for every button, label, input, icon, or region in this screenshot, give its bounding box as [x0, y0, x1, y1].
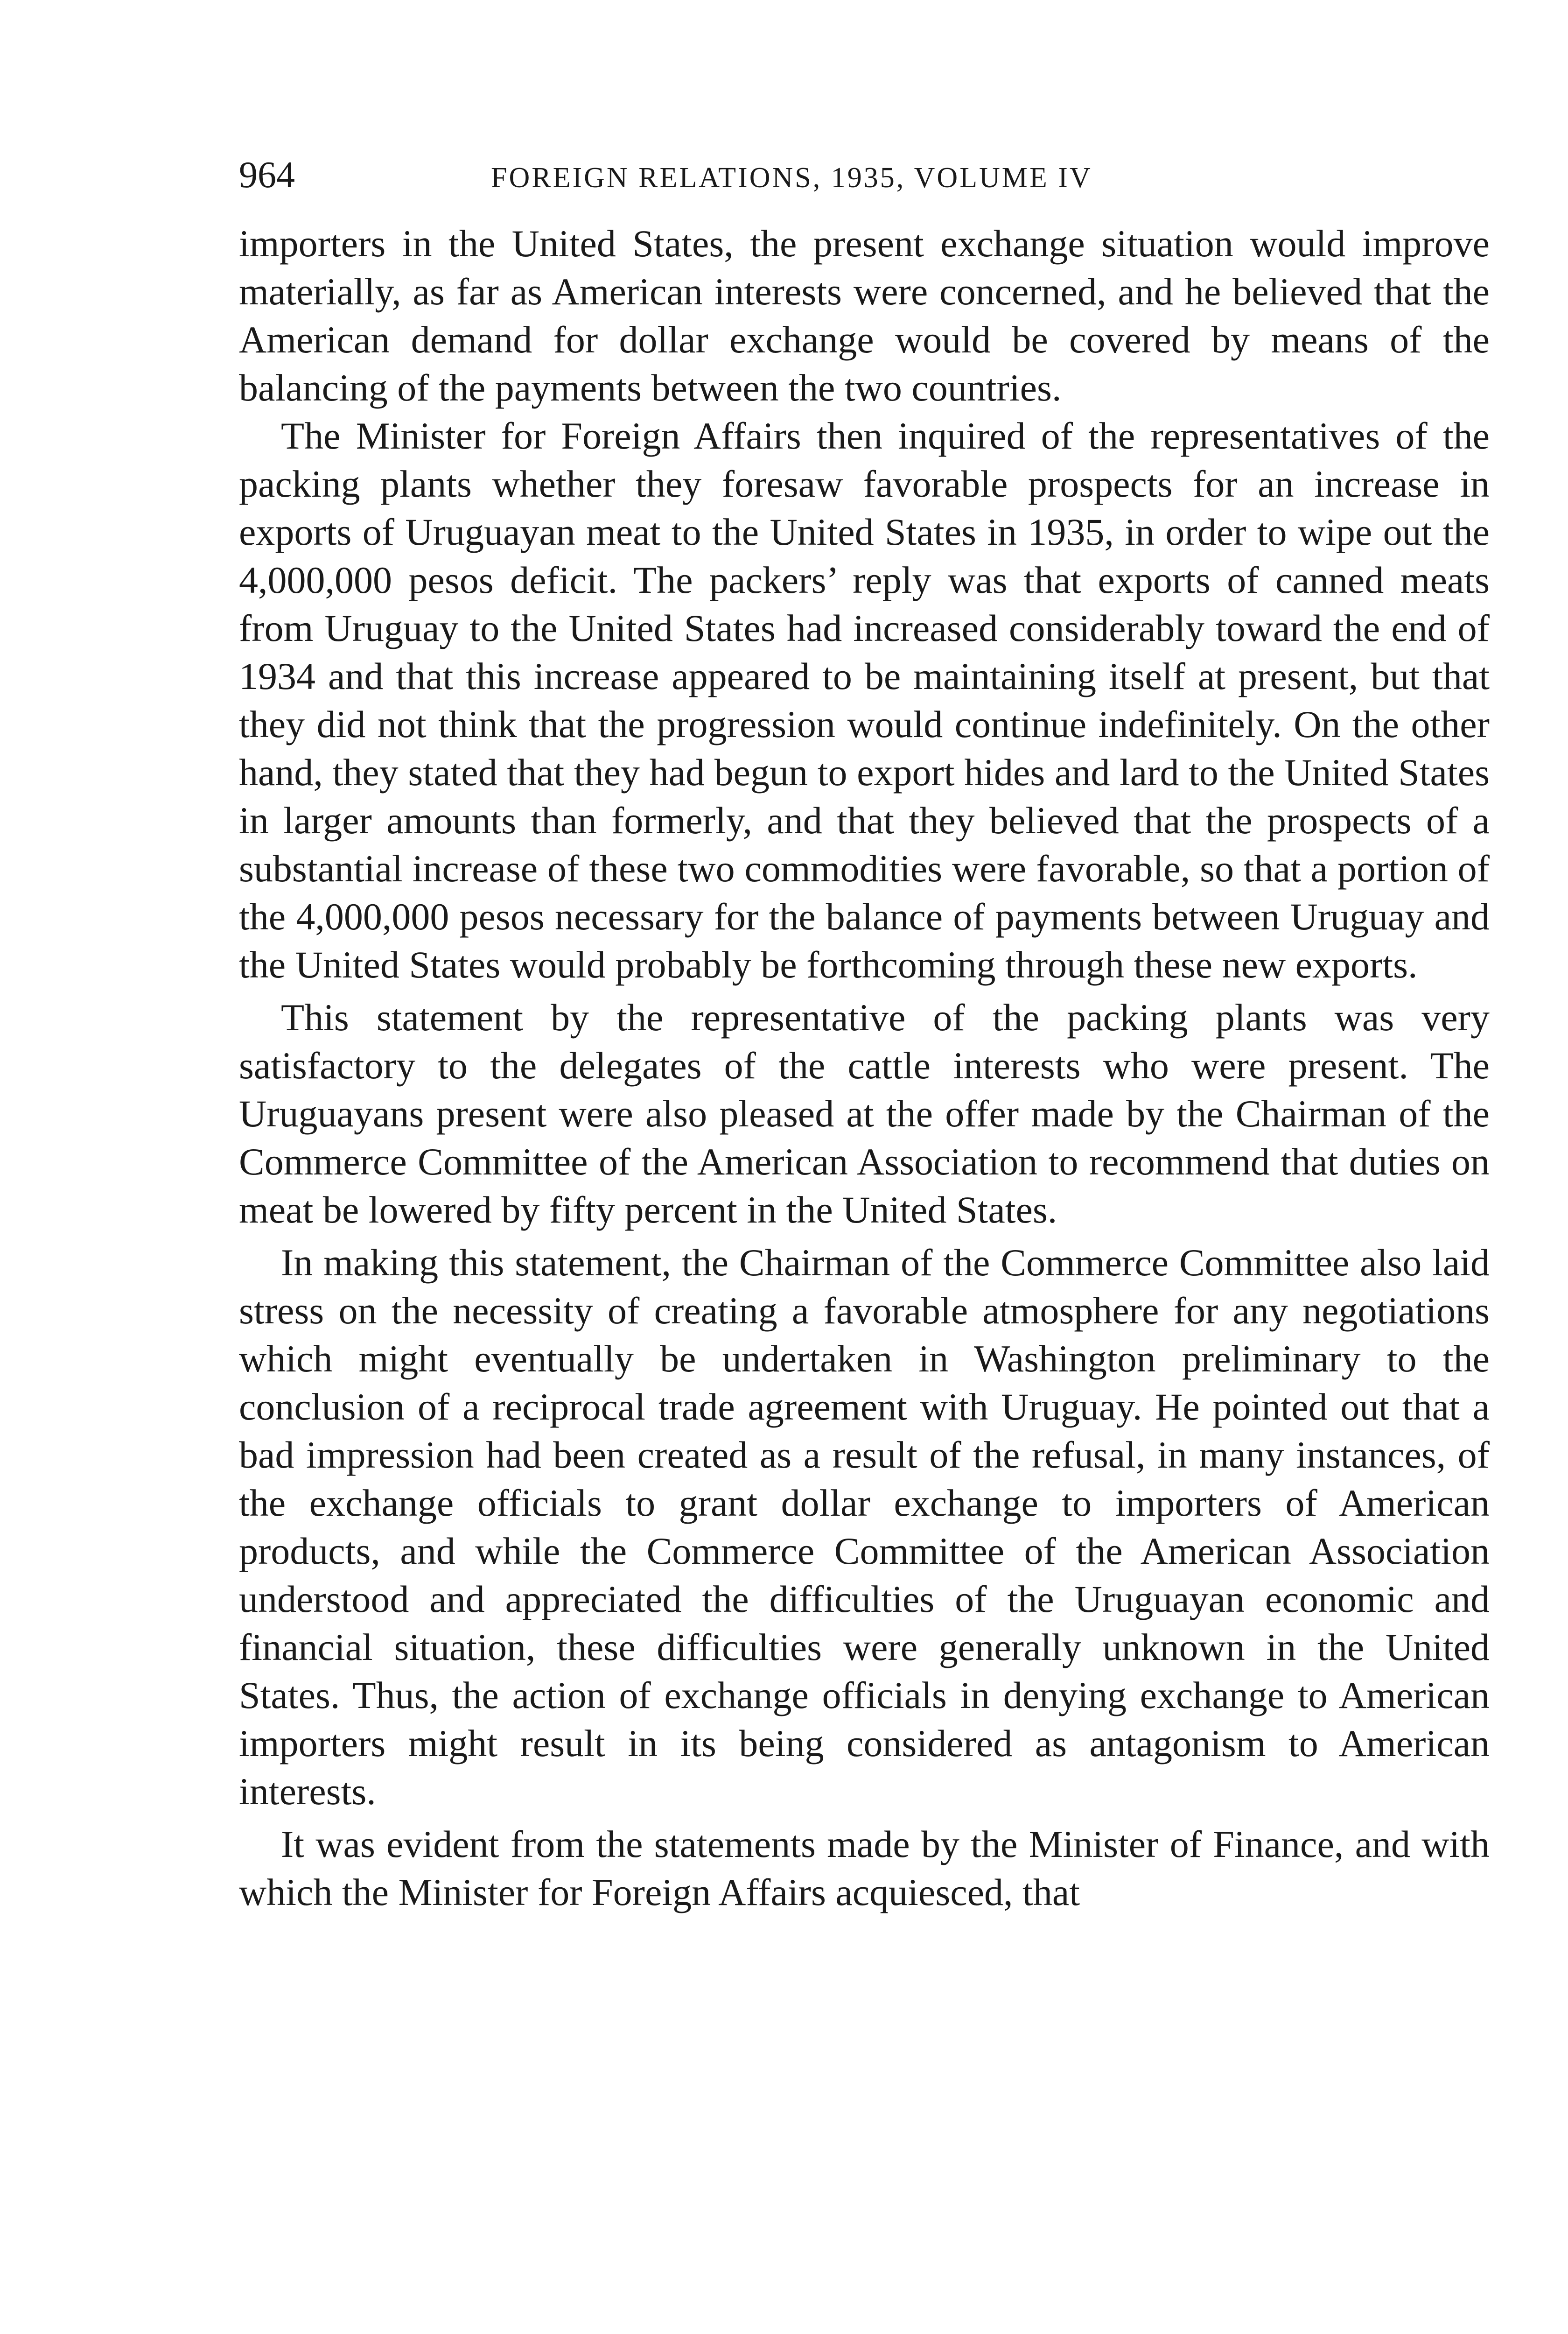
running-title: FOREIGN RELATIONS, 1935, VOLUME IV [491, 162, 1092, 194]
paragraph-packers-reply: The Minister for Foreign Affairs then inquired of the representatives of the packing plants whether they foresaw favorable prospects for an increase in exports of Uruguayan meat to the United States in 1935, in order to wipe out the 4,000,000 pesos deficit. The packers’ reply was that exports of canned meats from Uruguay to the United States had increased considerably toward the end of 1934 and that this increase appeared to be maintaining itself at present, but that they did not think that the progression would continue indefinitely. On the other hand, they stated that they had begun to export hides and lard to the United States in larger amounts than formerly, and that they believed that the prospects of a substantial increase of these two commodities were favorable, so that a portion of the 4,000,000 pesos necessary for the balance of payments between Uruguay and the United States would probably be forthcoming through these new exports. [239, 415, 1490, 986]
paragraph-minister-of-finance: It was evident from the statements made by the Minister of Finance, and with which the Minister for Foreign Affairs acquiesced, that [239, 1823, 1490, 1913]
page-number: 964 [239, 155, 295, 196]
running-head [239, 149, 1490, 201]
paragraph-commerce-committee: In making this statement, the Chairman of the Commerce Committee also laid stress on the necessity of creating a favorable atmosphere for any negotiations which might eventually be undertaken in Washington preliminary to the conclusion of a reciprocal trade agreement with Uruguay. He pointed out that a bad impression had been created as a result of the refusal, in many instances, of the exchange officials to grant dollar exchange to importers of American products, and while the Commerce Committee of the American Association understood and appreciated the difficulties of the Uruguayan economic and financial situation, these difficulties were generally unknown in the United States. Thus, the action of exchange officials in denying exchange to American importers might result in its being considered as antagonism to American interests. [239, 1241, 1490, 1813]
paragraph-cattle-interests: This statement by the representative of the packing plants was very satisfactory to the delegates of the cattle interests who were present. The Uruguayans present were also pleased at the offer made by the Chairman of the Commerce Committee of the American Association to recommend that duties on meat be lowered by fifty percent in the United States. [239, 996, 1490, 1231]
body-text [239, 219, 1490, 1916]
paragraph-continued: importers in the United States, the present exchange situation would improve materially, as far as American interests were concerned, and he believed that the American demand for dollar exchange would be covered by means of the balancing of the payments between the two countries. [239, 222, 1490, 409]
